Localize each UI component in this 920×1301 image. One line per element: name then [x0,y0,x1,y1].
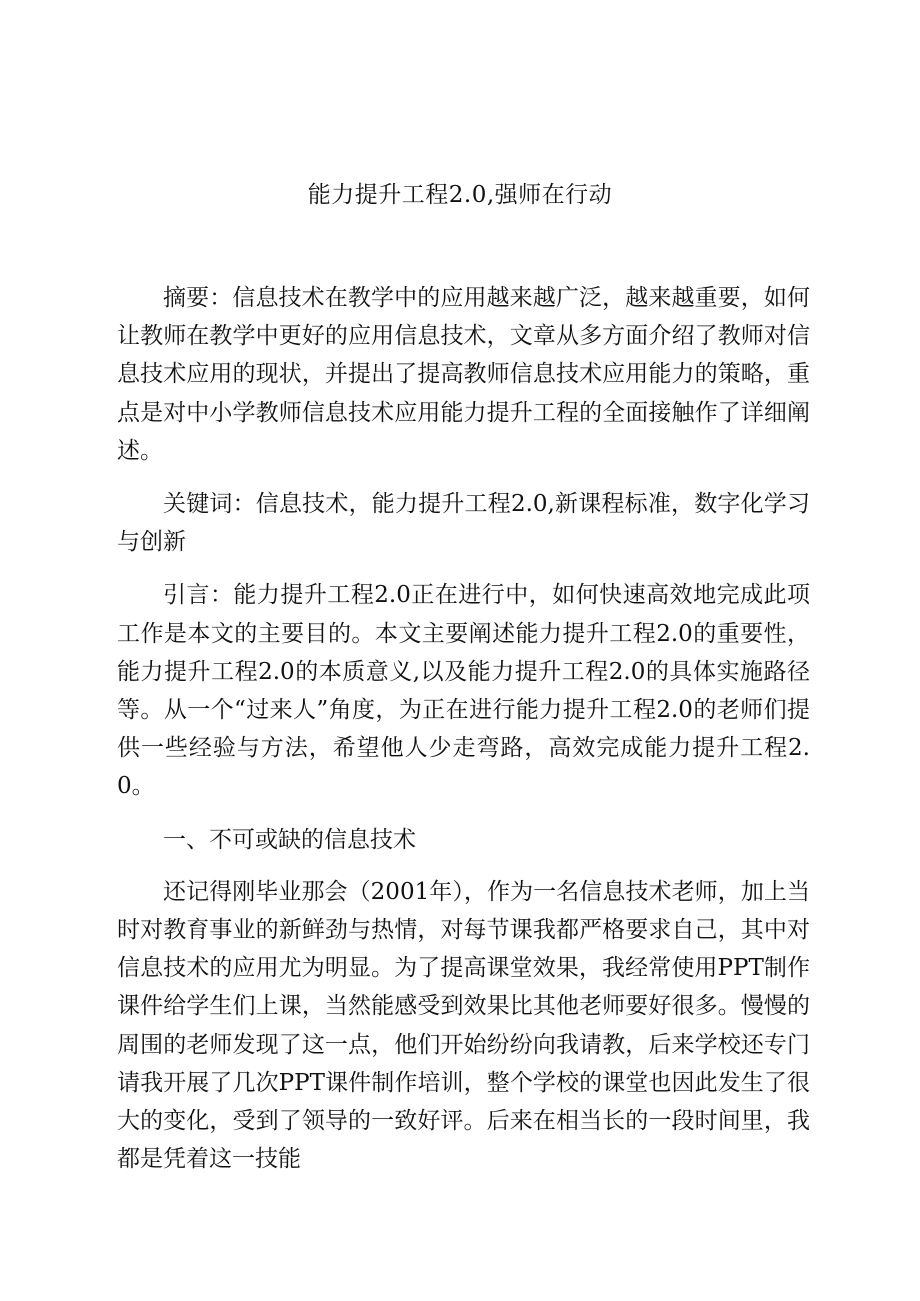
keywords-paragraph: 关键词：信息技术，能力提升工程2.0,新课程标准，数字化学习与创新 [117,491,810,556]
introduction-paragraph: 引言：能力提升工程2.0正在进行中，如何快速高效地完成此项工作是本文的主要目的。本文主要阐述能力提升工程2.0的重要性，能力提升工程2.0的本质意义,以及能力提升工程2.0的具体实施路径等。从一个“过来人”角度，为正在进行能力提升工程2.0的老师们提供一些经验与方法，希望他人少走弯路，高效完成能力提升工程2.0。 [117,582,810,800]
document-title: 能力提升工程2.0,强师在行动 [307,182,613,208]
abstract-paragraph: 摘要：信息技术在教学中的应用越来越广泛，越来越重要，如何让教师在教学中更好的应用信息技术，文章从多方面介绍了教师对信息技术应用的现状，并提出了提高教师信息技术应用能力的策略，重点是对中小学教师信息技术应用能力提升工程的全面接触作了详细阐述。 [117,285,810,464]
section-paragraph: 还记得刚毕业那会（2001年），作为一名信息技术老师，加上当时对教育事业的新鲜劲与热情，对每节课我都严格要求自己，其中对信息技术的应用尤为明显。为了提高课堂效果，我经常使用PPT制作课件给学生们上课，当然能感受到效果比其他老师要好很多。慢慢的周围的老师发现了这一点，他们开始纷纷向我请教，后来学校还专门请我开展了几次PPT课件制作培训，整个学校的课堂也因此发生了很大的变化，受到了领导的一致好评。后来在相当长的一段时间里，我都是凭着这一技能 [117,878,810,1173]
section-heading: 一、不可或缺的信息技术 [163,826,416,853]
document-body [117,279,810,1193]
